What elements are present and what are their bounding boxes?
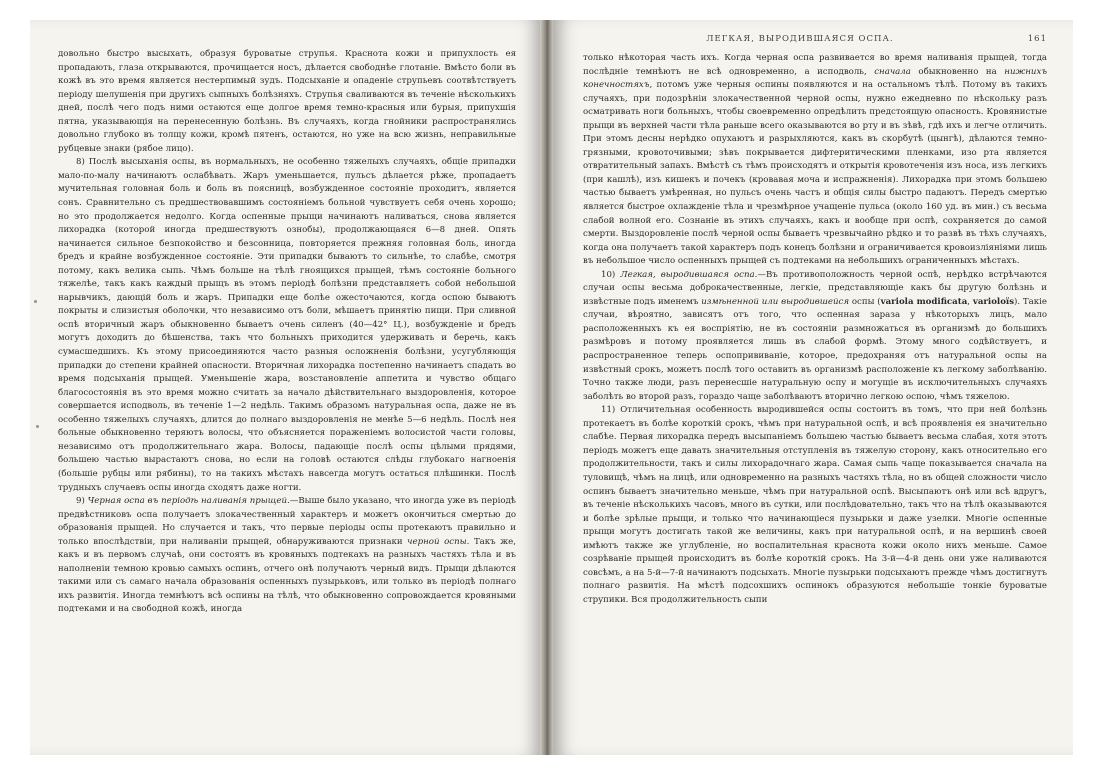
text-run: Черная оспа въ періодѣ наливанія прыщей. [87, 496, 290, 507]
paragraph [583, 269, 1047, 404]
text-run: нижнихъ конечностяхъ, [583, 66, 1048, 91]
text-run: variola modificata [880, 296, 968, 307]
right-page [553, 20, 1073, 755]
left-page-text [58, 48, 516, 617]
text-run: обыкновенно на [910, 66, 1005, 77]
text-run: потомъ уже черныя оспины появляются и на остальномъ тѣлѣ. Потому въ такихъ случаяхъ, при подозрѣніи злокачественной черной оспы, нужно ежедневно по нѣскольку разъ осматривать ноги больныхъ, чтобы своевременно опредѣлить предстоящую опасность. Кровянистые прыщи въ верхней части тѣла раньше всего оказываются во рту и въ зѣвѣ, гдѣ ихъ и легче отличить. При этомъ десны нерѣдко опухаютъ и разрыхляются, какъ въ скорбутѣ (цынгѣ), дѣлаются темно-грязными, кровоточивыми; зѣвъ покрывается дифтеритическими пленками, изо рта является отвратительный запахъ. Вмѣстѣ съ тѣмъ происходятъ и открытія кровотеченія изъ носа, изъ легкихъ (при кашлѣ), изъ кишекъ и почекъ (кровавая моча и испражненія). Лихорадка при этомъ большею частью бываетъ умѣренная, но пульсъ очень частъ и общія силы быстро падаютъ. Передъ смертью является быстрое охлажденіе тѣла и чрезмѣрное учащеніе пульса (около 160 уд. въ мин.) съ весьма слабой волной его. Сознаніе въ этихъ случаяхъ, какъ и вообще при оспѣ, сохраняется до самой смерти. Выздоровленіе послѣ черной оспы бываетъ чрезвычайно рѣдко и то развѣ въ тѣхъ случаяхъ, когда она получаетъ такой характеръ подъ конецъ болѣзни и ограничивается кровоизліяніями лишь въ небольшое число оспенныхъ прыщей съ подтеками на небольшихъ ограниченныхъ мѣстахъ. [583, 80, 1047, 267]
text-run: сначала [874, 66, 911, 77]
text-run: довольно быстро высыхать, образуя буроватые струпья. Краснота кожи и припухлость ея пропадають, глаза открываются, прочищается носъ, дѣлается свободнѣе глотаніе. Вмѣсто боли въ кожѣ въ это время является нестерпимый зудъ. Подсыханіе и опаденіе струпьевъ соотвѣтствуетъ періоду шелушенія при другихъ сыпныхъ болѣзняхъ. Струпья сваливаются въ теченіе нѣсколькихъ дней, послѣ чего подъ ними остаются еще долгое время темно-красныя или бурыя, припухшія пятна, указывающія на перенесенную болѣзнь. Въ случаяхъ, когда гнойники распространялись довольно глубоко въ толщу кожи, кромѣ пятенъ, остаются, но уже на всю жизнь, неправильные рубцевые знаки (рябое лицо). [58, 49, 516, 154]
paragraph [583, 404, 1047, 607]
text-run: 8) Послѣ высыханія оспы, въ нормальныхъ, не особенно тяжелыхъ случаяхъ, общіе припадки мало-по-малу начинаютъ ослабѣвать. Жаръ уменьшается, пульсъ дѣлается рѣже, пропадаетъ мучительная головная боль и боль въ поясницѣ, возбужденное состояніе проходитъ, является сонъ. Сравнительно съ предшествовавшимъ состояніемъ больной чувствуетъ себя очень хорошо; но это продолжается недолго. Когда оспенные прыщи начинаютъ наливаться, снова является лихорадка (которой иногда предшествуютъ ознобы), продолжающаяся 6—8 дней. Опять начинается сильное безпокойство и безсонница, повторяется прежняя головная боль, иногда бредъ и крайне возбужденное состояніе. Эти припадки бываютъ то сильнѣе, то слабѣе, смотря потому, какъ велика сыпь. Чѣмъ больше на тѣлѣ гноящихся прыщей, тѣмъ состояніе больного тяжелѣе, такъ какъ каждый прыщъ въ этомъ періодѣ болѣзни представляетъ собой небольшой нарывчикъ, дающій боль и жаръ. Припадки еще болѣе ожесточаются, когда оспою бываютъ покрыты и слизистыя оболочки, что независимо отъ боли, мѣшаетъ принятію пищи. При сливной оспѣ вторичный жаръ обыкновенно бываетъ очень силенъ (40—42° Ц.), возбужденіе и бредъ могутъ доходить до бѣшенства, такъ что больныхъ приходится удерживать и беречь, какъ сумасшедшихъ. Къ этому присоединяются часто разныя осложненія болѣзни, усугубляющія припадки до степени крайней опасности. Вторичная лихорадка постепенно начинаетъ спадать во время подсыханія прыщей. Уменьшеніе жара, возстановленіе аппетита и чувство общаго благосостоянія въ это время можно считать за начало дѣйствительнаго выздоровленія, которое совершается исподволь, въ теченіе 1—2 недѣль. Такимъ образомъ натуральная оспа, даже не въ особенно тяжелыхъ случаяхъ, длится до полнаго выздоровленія не менѣе 5—6 недѣль. Послѣ нея больные обыкновенно теряютъ волосы, что объясняется пораженіемъ волосистой части головы, независимо отъ продолжительнаго жара. Волосы, падающіе послѣ оспы цѣлыми прядями, большею частью вырастаютъ снова, но если на головѣ остаются слѣды глубокаго нагноенія (большіе рубцы или рябины), то на такихъ мѣстахъ навсегда могутъ остаться плѣшинки. Послѣ трудныхъ случаевъ оспы иногда сходятъ даже ногти. [58, 157, 516, 493]
right-page-text [583, 52, 1047, 607]
text-run: 11) Отличительная особенность выродившейся оспы состоитъ въ томъ, что при ней болѣзнь протекаетъ въ болѣе короткій срокъ, чѣмъ при натуральной оспѣ, и всѣ проявленія ея значительно слабѣе. Первая лихорадка передъ высыпаніемъ большею частью бываетъ весьма слабая, хотя этотъ періодъ можетъ еще давать значительныя отступленія въ тяжелую сторону, какъ относительно его продолжительности, такъ и силы лихорадочнаго жара. Самая сыпь чаще показывается сначала на туловищѣ, чѣмъ на лицѣ, или одновременно на разныхъ частяхъ тѣла, но въ общей сложности число оспинъ бываетъ значительно меньше, чѣмъ при натуральной оспѣ. Высыпаютъ онѣ или всѣ вдругъ, въ теченіе нѣсколькихъ часовъ, много въ сутки, или послѣдовательно, такъ что на тѣлѣ оказываются и болѣе зрѣлые прыщи, и только что начинающіеся пузырьки и даже узелки. Многіе оспенные прыщи могутъ достигать такой же величины, какъ при натуральной оспѣ, и на вершинѣ своей имѣютъ также же углубленіе, но воспалительная краснота кожи около нихъ меньше. Самое созрѣваніе прыщей происходитъ въ болѣе короткій срокъ. На 3-й—4-й день они уже наливаются совсѣмъ, а на 5-й—7-й начинаютъ подсыхать. Многіе пузырьки подсыхаютъ прежде чѣмъ достигнутъ полнаго развитія. На мѣстѣ подсохшихъ оспинокъ образуются небольшіе тонкіе буроватые струпики. Вся продолжительность сыпи [583, 405, 1047, 605]
paragraph [58, 495, 516, 617]
ink-speck [34, 300, 37, 303]
left-page [30, 20, 540, 755]
paragraph [58, 48, 516, 156]
book-gutter [540, 20, 553, 755]
paragraph [58, 156, 516, 495]
text-run: Такъ же, какъ и въ первомъ случаѣ, они состоятъ въ кровяныхъ подтекахъ на разныхъ частяхъ тѣла и въ наполненіи темною кровью самыхъ оспинъ, отчего онѣ получаютъ черный видъ. Прыщи дѣлаются такими или съ самаго начала образованія оспенныхъ пузырьковъ, или только въ періодѣ полнаго ихъ развитія. Иногда темнѣютъ всѣ оспины на тѣлѣ, что обыкновенно сопровождается кровяными подтеками и на свободной кожѣ, иногда [58, 536, 516, 615]
text-run: оспы ( [849, 296, 881, 307]
text-run: varioloïs [972, 296, 1015, 307]
text-run: —Выше было указано, что иногда уже въ періодѣ предвѣстниковъ оспа получаетъ злокачественный характеръ и можетъ окончиться смертью до образованія прыщей. Но случается и такъ, что первые періоды оспы протекаютъ правильно и только впослѣдствіи, при наливаніи прыщей, обнаруживаются признаки [58, 496, 516, 547]
text-run: ). Такіе случаи, вѣроятно, зависятъ отъ того, что оспенная зараза у нѣкоторыхъ лицъ, мало расположенныхъ къ ея воспріятію, не въ состояніи размножаться въ организмѣ до большихъ размѣровъ и потому проявляется лишь въ слабой формѣ. Этому много содѣйствуетъ, и распространенное теперь оспопрививаніе, которое, предохраняя отъ натуральной оспы на извѣстный срокъ, можетъ послѣ того оставить въ организмѣ расположеніе къ легкому заболѣванію. Точно также люди, разъ перенесшіе натуральную оспу и могущіе въ исключительныхъ случаяхъ заболѣть во второй разъ, гораздо чаще заболѣваютъ вторично легкою оспою, чѣмъ тяжелою. [583, 296, 1047, 402]
text-run: , [967, 296, 973, 307]
text-run: —Въ противоположность черной оспѣ, нерѣдко встрѣчаются случаи оспы весьма доброкачественные, легкіе, представляющіе какъ бы другую болѣзнь и извѣстные подъ именемъ [583, 269, 1048, 307]
text-run: черной оспы. [407, 536, 470, 547]
page-number: 161 [1027, 34, 1047, 44]
running-head-title: ЛЕГКАЯ, ВЫРОДИВШАЯСЯ ОСПА. [706, 34, 894, 44]
running-head [583, 34, 1047, 46]
ink-speck [36, 425, 39, 428]
text-run: Легкая, выродившаяся оспа. [620, 269, 758, 280]
text-run: 9) [76, 496, 88, 507]
paragraph [583, 52, 1047, 269]
text-run: только нѣкоторая часть ихъ. Когда черная оспа развивается во время наливанія прыщей, тогда послѣдніе темнѣютъ не всѣ одновременно, а исподволь, [583, 53, 1047, 77]
text-run: измѣненной или выродившейся [701, 296, 850, 307]
text-run: 10) [601, 269, 621, 280]
